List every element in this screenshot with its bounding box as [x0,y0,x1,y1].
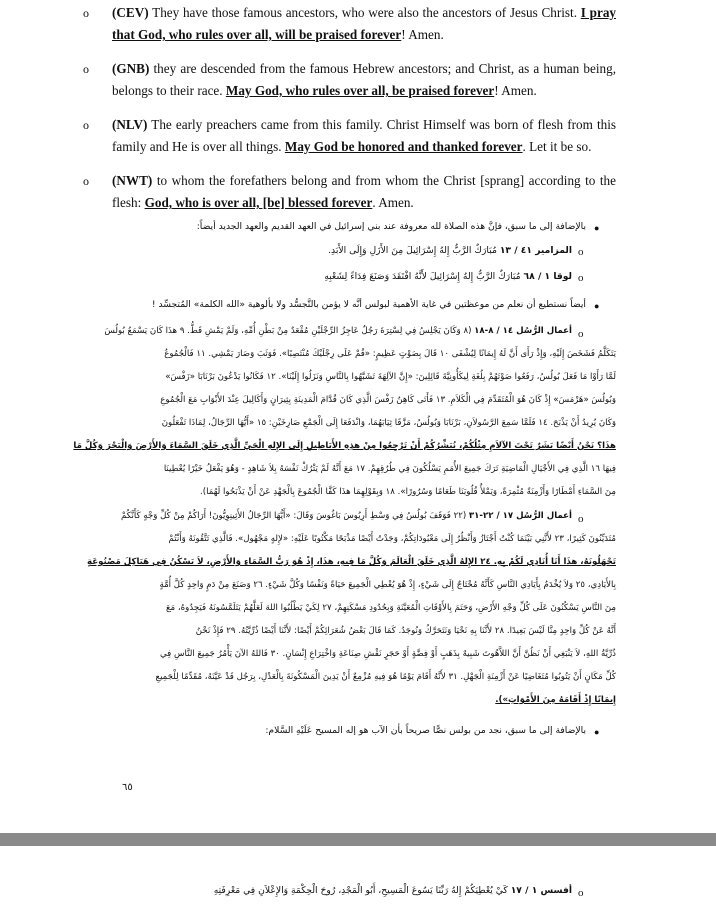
list-item-gnb [83,58,616,102]
bullet-icon: o [83,6,89,20]
verse-ending: . Amen. [372,195,414,210]
version-label: (GNB) [112,61,150,76]
acts17-line-5: مِنَ النَّاسِ يَسْكُنُونَ عَلَى كُلِّ وَجْهِ الأَرْضِ، وَحَتَمَ بِالأَوْقَاتِ الْمُعَيَّنَةِ وَبِحُدُودِ مَسْكَنِهِمْ، ٢٧ لِكَيْ يَطْلُبُوا اللهَ لَعَلَّهُمْ يَتَلَمَّسُونَهُ فَيَجِدُوهُ، مَعَ [165,603,616,613]
verse-text: مُبَارَكٌ الرَّبُّ إِلهُ إِسْرَائِيلَ مِنَ الأَزَلِ وَإِلَى الأَبَدِ. [328,245,497,256]
verse-text: مُبَارَكٌ الرَّبُّ إِلهُ إِسْرَائِيلَ لأَنَّهُ افْتَقَدَ وَصَنَعَ فِدَاءً لِشَعْبِهِ [324,271,521,282]
closing-paragraph: بالإضافة إلى ما سبق، نجد من بولس نصًّا صريحاً بأن الآب هو إله المسيح عَلَيْهِ السَّلام: [265,725,586,736]
acts17-line-4: بِالأَيَادِي، ٢٥ وَلاَ يُخْدَمُ بِأَيَادِي النَّاسِ كَأَنَّهُ مُحْتَاجٌ إِلَى شَيْءٍ، إِذْ هُوَ يُعْطِي الْجَمِيعَ حَيَاةً وَنَفْسًا وَكُلَّ شَيْءٍ. ٢٦ وَصَنَعَ مِنْ دَمٍ وَاحِدٍ كُلَّ أُمَّةٍ [159,580,616,590]
verse-text: The early preachers came from this family. Christ Himself was born of flesh from this family and He is over all things. [112,117,616,154]
acts17-line-3: تَجْهَلُونَهُ، هذَا أَنَا أُنَادِي لَكُمْ بِهِ. ٢٤ الإِلهُ الَّذِي خَلَقَ الْعَالَمَ وَكُلَّ مَا فِيهِ، هذَا، إِذْ هُوَ رَبُّ السَّمَاءِ وَالأَرْضِ، لاَ يَسْكُنُ فِي هَيَاكِلَ مَصْنُوعَةٍ [87,557,616,567]
acts14-line-4: وَبُولُسَ «هَرْمَسَ» إِذْ كَانَ هُوَ الْمُتَقَدِّمَ فِي الْكَلاَمِ. ١٣ فَأَتَى كَاهِنُ زَفْسَ الَّذِي كَانَ قُدَّامَ الْمَدِينَةِ بِثِيرَانٍ وَأَكَالِيلَ عِنْدَ الأَبْوَابِ مَعَ الْجُمُوعِ [160,395,616,405]
ephesians-verse [200,884,572,898]
reference-label: أعمال الرُّسُل ١٤ / ٨-١٨ [474,326,572,336]
bullet-icon: o [578,246,584,258]
version-label: (NLV) [112,117,148,132]
intro-paragraph: بالإضافة إلى ما سبق، فإنَّ هذه الصلاة لله معروفة عند بني إسرائيل في العهد القديم والعهد الجديد أيضاً: [196,221,586,232]
reference-label: أفسس ١ / ١٧ [510,885,572,896]
bullet-icon: o [578,272,584,284]
acts14-line-2: يَتَكَلَّمُ فَشَخَصَ إِلَيْهِ، وَإِذْ رَأَى أَنَّ لَهُ إِيمَانًا لِيُشْفَى ١٠ قَالَ بِصَوْتٍ عَظِيمٍ: «قُمْ عَلَى رِجْلَيْكَ مُنْتَصِبًا». فَوَثَبَ وَصَارَ يَمْشِي. ١١ فَالْجُمُوعُ [164,349,616,359]
verse-text: كَيْ يُعْطِيَكُمْ إِلهُ رَبِّنَا يَسُوعَ الْمَسِيحِ، أَبُو الْمَجْدِ، رُوحَ الْحِكْمَةِ وَالإِعْلاَنِ فِي مَعْرِفَتِهِ [213,885,508,896]
bullet-icon: o [83,62,89,76]
acts17-line-8: كُلِّ مَكَانٍ أَنْ يَتُوبُوا مُتَغَاضِيًا عَنْ أَزْمِنَةِ الْجَهْلِ. ٣١ لأَنَّهُ أَقَامَ يَوْمًا هُوَ فِيهِ مُزْمِعٌ أَنْ يَدِينَ الْمَسْكُونَةَ بِالْعَدْلِ، بِرَجُل قَدْ عَيَّنَهُ، مُقَدِّمًا لِلْجَمِيعِ [155,672,616,682]
psalms-verse [120,244,572,258]
bullet-icon: ● [594,223,600,233]
list-item-cev [83,2,617,46]
verse-ending: ! Amen. [401,27,444,42]
verse-text: to whom the forefathers belong and from whom the Christ [sprang] according to the flesh: [112,173,617,210]
highlighted-text: God, who is over all, [be] blessed forever [144,195,373,210]
bullet-icon: o [578,887,584,899]
acts17-line-7: ذُرِّيَّةُ اللهِ، لاَ يَنْبَغِي أَنْ نَظُنَّ أَنَّ اللاَّهُوتَ شَبِيهٌ بِذَهَبٍ أَوْ فِضَّةٍ أَوْ حَجَرٍ نَقْشِ صِنَاعَةِ وَاخْتِرَاعِ إِنْسَانٍ. ٣٠ فَاللهُ الآنَ يَأْمُرُ جَمِيعَ النَّاسِ فِي [159,649,616,659]
bullet-icon: o [578,513,584,525]
highlighted-text: I pray that God, who rules over all, will be praised forever [112,5,617,42]
luke-verse [120,270,572,284]
version-label: (CEV) [112,5,149,20]
acts14-line-5: وَكَانَ يُرِيدُ أَنْ يَذْبَحَ. ١٤ فَلَمَّا سَمِعَ الرَّسُولاَنِ، بَرْنَابَا وَبُولُسُ، مَزَّقَا ثِيَابَهُمَا، وَانْدَفَعَا إِلَى الْجَمْعِ صَارِخَيْنِ: ١٥ «أَيُّهَا الرِّجَالُ، لِمَاذَا تَفْعَلُونَ [161,418,616,428]
verse-ending: . Let it be so. [522,139,592,154]
acts14-line-6: هذَا؟ نَحْنُ أَيْضًا بَشَرٌ تَحْتَ الآلاَمِ مِثْلُكُمْ، نُبَشِّرُكُمْ أَنْ تَرْجِعُوا مِنْ هذِهِ الأَبَاطِيلِ إِلَى الإِلهِ الْحَيِّ الَّذِي خَلَقَ السَّمَاءَ وَالأَرْضَ وَالْبَحْرَ وَكُلَّ مَا [73,441,616,451]
reference-label: أعمال الرُّسُل ١٧ / ٢٢-٣١ [468,511,572,521]
highlighted-text: May God, who rules over all, be praised forever [225,83,495,98]
bullet-icon: o [83,118,89,132]
acts14-line-1: أعمال الرُّسُل ١٤ / ٨-١٨ (٨ وَكَانَ يَجْلِسُ فِي لِسْتِرَةَ رَجُلٌ عَاجِزُ الرِّجْلَيْنِ مُقْعَدٌ مِنْ بَطْنِ أُمِّهِ، وَلَمْ يَمْشِ قَطُّ. ٩ هذَا كَانَ يَسْمَعُ بُولُسَ [104,326,572,336]
acts17-line-6: أَنَّهُ عَنْ كُلِّ وَاحِدٍ مِنَّا لَيْسَ بَعِيدًا. ٢٨ لأَنَّنَا بِهِ نَحْيَا وَنَتَحَرَّكُ وَنُوجَدُ. كَمَا قَالَ بَعْضُ شُعَرَائِكُمْ أَيْضًا: لأَنَّنَا أَيْضًا ذُرِّيَّتُهُ. ٢٩ فَإِذْ نَحْنُ [195,626,616,636]
page-separator [0,833,716,846]
acts14-line-3: لَمَّا رَأَوْا مَا فَعَلَ بُولُسُ، رَفَعُوا صَوْتَهُمْ بِلُغَةِ لِيكَأُونِيَّةَ قَائِلِينَ: «إِنَّ الآلِهَةَ تَشَبَّهُوا بِالنَّاسِ وَنَزَلُوا إِلَيْنَا». ١٢ فَكَانُوا يَدْعُونَ بَرْنَابَا «زَفْسَ» [165,372,616,382]
reference-label: لوقا ١ / ٦٨ [523,271,572,282]
acts17-line-1: أعمال الرُّسُل ١٧ / ٢٢-٣١ (٢٢ فَوَقَفَ بُولُسُ فِي وَسْطِ أَرِيُوسَ بَاغُوسَ وَقَالَ: «أَيُّهَا الرِّجَالُ الأَثِينِوِيُّونَ! أَرَاكُمْ مِنْ كُلِّ وَجْهٍ كَأَنَّكُمْ [121,511,572,521]
bullet-icon: ● [594,301,600,311]
bullet-icon: ● [594,727,600,737]
highlighted-text: May God be honored and thanked forever [284,139,523,154]
verse-ending: ! Amen. [494,83,537,98]
bullet-icon: o [578,328,584,340]
list-item-nlv [83,114,616,158]
bullet-icon: o [83,174,89,188]
acts17-line-2: مُتَدَيِّنُونَ كَثِيرًا، ٢٣ لأَنَّنِي بَيْنَمَا كُنْتُ أَجْتَازُ وَأَنْظُرُ إِلَى مَعْبُودَاتِكُمْ، وَجَدْتُ أَيْضًا مَذْبَحًا مَكْتُوبًا عَلَيْهِ: «لإِلهٍ مَجْهُول». فَالَّذِي تَتَّقُونَهُ وَأَنْتُمْ [168,534,616,544]
verse-text: they are descended from the famous Hebrew ancestors; and Christ, as a human being, belongs to their race. [112,61,616,98]
acts17-line-9: إِيمَانًا إِذْ أَقَامَهُ مِنَ الأَمْوَاتِ»). [495,695,616,705]
page-number: ٦٥ [122,782,133,793]
paul-intro-paragraph: أيضاً نستطيع أن نعلم من موعظتين في غاية الأهمية لبولس أنَّه لا يؤمن بالتَّجسُّد ولا بألوهية «الله الكلمة» المُتجسِّد ! [151,299,586,310]
acts14-line-7: فِيهَا ١٦ الَّذِي فِي الأَجْيَالِ الْمَاضِيَةِ تَرَكَ جَمِيعَ الأُمَمِ يَسْلُكُونَ فِي طُرُقِهِمْ. ١٧ مَعَ أَنَّهُ لَمْ يَتْرُكْ نَفْسَهُ بِلاَ شَاهِدٍ - وَهُوَ يَفْعَلُ خَيْرًا يُعْطِينَا [163,464,616,474]
reference-label: المزامير ٤١ / ١٣ [499,245,572,256]
acts14-line-8: مِنَ السَّمَاءِ أَمْطَارًا وَأَزْمِنَةً مُثْمِرَةً، وَيَمْلأُ قُلُوبَنَا طَعَامًا وَسُرُورًا». ١٨ وَبِقَوْلِهِمَا هذَا كَفَّا الْجُمُوعَ بِالْجَهْدِ عَنْ أَنْ يَذْبَحُوا لَهُمَا). [200,487,616,497]
verse-text: They have those famous ancestors, who were also the ancestors of Jesus Christ. [152,5,578,20]
list-item-nwt [83,170,617,214]
document-page-2 [0,846,716,915]
version-label: (NWT) [112,173,153,188]
